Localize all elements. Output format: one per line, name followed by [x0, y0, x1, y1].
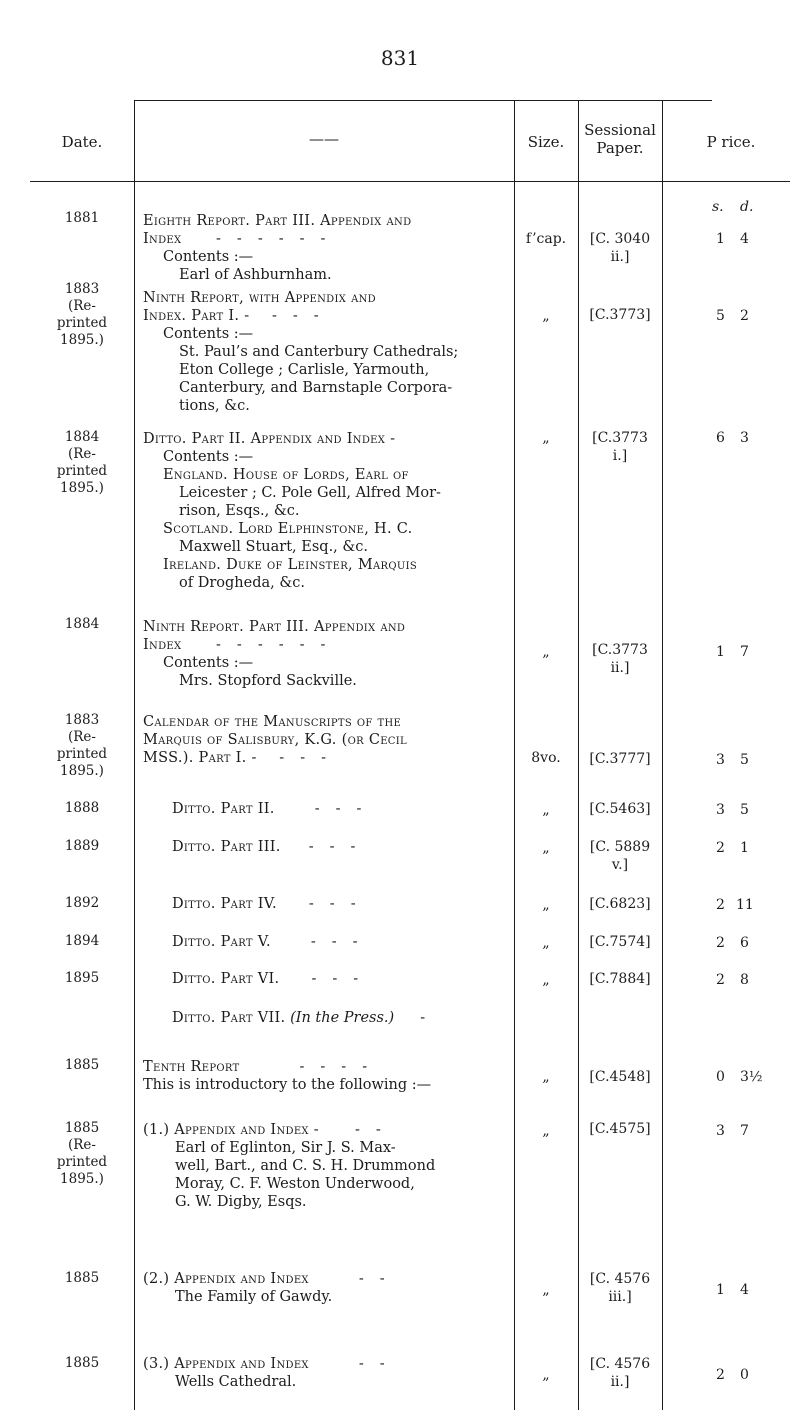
row-paper [578, 1270, 662, 1306]
paper-line: [C.4575] [589, 1121, 651, 1137]
paper-line: [C.7574] [589, 934, 651, 950]
row-paper [578, 970, 662, 988]
row-date [30, 1270, 134, 1287]
entry-title: Ditto. Part VI. [172, 971, 280, 987]
date-line: 1883 [64, 712, 100, 728]
row-description [143, 1058, 431, 1094]
row-date [30, 616, 134, 633]
date-line: 1888 [64, 800, 100, 816]
date-line: 1892 [64, 895, 100, 911]
contents-label: Contents :— [163, 326, 254, 342]
row-size: „ [542, 840, 550, 856]
entry-title: Tenth Report [143, 1059, 240, 1075]
row-price-d: 0 [740, 1367, 749, 1383]
row-price-s: 2 [716, 1367, 725, 1383]
contents-line: St. Paul’s and Canterbury Cathedrals; [179, 344, 459, 360]
contents-line: Earl of Ashburnham. [179, 267, 332, 283]
contents-line: Wells Cathedral. [175, 1374, 297, 1390]
date-line: 1895 [64, 970, 100, 986]
header-size: Size. [527, 133, 565, 151]
header-title: —— [309, 130, 339, 148]
entry-title: (1.) Appendix and Index - [143, 1122, 319, 1138]
row-price-s: 2 [716, 840, 725, 856]
paper-line: v.] [611, 857, 629, 873]
contents-line: Eton College ; Carlisle, Yarmouth, [179, 362, 430, 378]
paper-line: i.] [612, 448, 628, 464]
paper-line: [C. 5889 [589, 839, 651, 855]
leader-dashes: --- [311, 971, 375, 987]
contents-line: tions, &c. [179, 398, 250, 414]
paper-line: [C.5463] [589, 801, 651, 817]
row-price-d: 4 [740, 231, 749, 247]
contents-line: The Family of Gawdy. [175, 1289, 333, 1305]
row-date [30, 895, 134, 912]
header-top-rule [134, 100, 712, 101]
contents-line: Earl of Eglinton, Sir J. S. Max- [175, 1140, 396, 1156]
date-line: printed [56, 1154, 108, 1170]
row-size: „ [542, 644, 550, 660]
column-rule-4 [662, 100, 663, 1410]
row-description [172, 1009, 441, 1027]
contents-line: G. W. Digby, Esqs. [175, 1194, 307, 1210]
row-date [30, 1057, 134, 1074]
row-price-s: 6 [716, 430, 725, 446]
row-size: „ [542, 972, 550, 988]
leader-dashes: --- [308, 839, 372, 855]
paper-line: iii.] [608, 1289, 632, 1305]
entry-title: Ditto. Part III. [172, 839, 281, 855]
entry-title: Ditto. Part II. [172, 801, 275, 817]
row-paper [578, 1120, 662, 1138]
row-date [30, 933, 134, 950]
date-line: 1885 [64, 1270, 100, 1286]
date-line: printed [56, 315, 108, 331]
row-price-d: 2 [740, 308, 749, 324]
entry-title: Ninth Report. Part III. Appendix and [143, 619, 406, 635]
row-size: „ [542, 1123, 550, 1139]
leader-dashes: --- [314, 801, 378, 817]
paper-line: ii.] [610, 1374, 630, 1390]
paper-line: ii.] [610, 660, 630, 676]
date-line: 1894 [64, 933, 100, 949]
row-paper [578, 641, 662, 677]
row-price-d: 4 [740, 1282, 749, 1298]
row-paper [578, 800, 662, 818]
contents-line: Moray, C. F. Weston Underwood, [175, 1176, 415, 1192]
row-price-d: 7 [740, 644, 749, 660]
entry-title: Marquis of Salisbury, K.G. (or Cecil [143, 732, 407, 748]
row-description [143, 1355, 401, 1391]
contents-line: Ireland. Duke of Leinster, Marquis [163, 557, 418, 573]
row-paper [578, 750, 662, 768]
entry-title: Ditto. Part V. [172, 934, 271, 950]
paper-line: [C.3777] [589, 751, 651, 767]
date-line: 1895.) [60, 763, 104, 779]
row-paper [578, 838, 662, 874]
row-price-s: 3 [716, 802, 725, 818]
row-description [172, 800, 377, 818]
date-line: (Re- [68, 729, 96, 745]
row-size: „ [542, 935, 550, 951]
price-unit-shillings: s. [712, 199, 724, 215]
row-price-s: 3 [716, 752, 725, 768]
row-price-d: 3 [740, 430, 749, 446]
contents-line: Maxwell Stuart, Esq., &c. [179, 539, 369, 555]
date-line: 1884 [64, 616, 100, 632]
leader-dashes: ------ [216, 231, 342, 247]
date-line: 1895.) [60, 480, 104, 496]
entry-title: Ditto. Part IV. [172, 896, 277, 912]
header-paper-line-1: Sessional [584, 121, 656, 139]
contents-label: Contents :— [163, 449, 254, 465]
contents-line: rison, Esqs., &c. [179, 503, 300, 519]
price-unit-pence: d. [740, 199, 754, 215]
row-size: „ [542, 1367, 550, 1383]
paper-line: ii.] [610, 249, 630, 265]
row-paper [578, 429, 662, 465]
date-line: 1895.) [60, 332, 104, 348]
entry-index: Index. Part I. - [143, 308, 250, 324]
contents-label: Contents :— [163, 655, 254, 671]
row-paper [578, 933, 662, 951]
contents-label: Contents :— [163, 249, 254, 265]
paper-line: [C.3773 [592, 642, 648, 658]
leader-dashes: ---- [299, 1059, 384, 1075]
date-line: (Re- [68, 298, 96, 314]
date-line: 1881 [64, 210, 100, 226]
contents-line: well, Bart., and C. S. H. Drummond [175, 1158, 436, 1174]
row-paper [578, 1068, 662, 1086]
leader-dashes: --- [272, 308, 335, 324]
row-price-s: 0 [716, 1069, 725, 1085]
row-price-s: 1 [716, 1282, 725, 1298]
entry-title: Ninth Report, with Appendix and [143, 290, 376, 306]
contents-line: of Drogheda, &c. [179, 575, 305, 591]
date-line: 1885 [64, 1120, 100, 1136]
row-price-s: 1 [716, 644, 725, 660]
entry-title: (2.) Appendix and Index [143, 1271, 309, 1287]
header-date: Date. [61, 133, 103, 151]
paper-line: [C.7884] [589, 971, 651, 987]
entry-title: Calendar of the Manuscripts of the [143, 714, 402, 730]
row-size: „ [542, 1069, 550, 1085]
row-paper [578, 230, 662, 266]
contents-line: Mrs. Stopford Sackville. [179, 673, 357, 689]
row-size: 8vo. [531, 750, 561, 766]
contents-line: Leicester ; C. Pole Gell, Alfred Mor- [179, 485, 441, 501]
row-size: f’cap. [525, 231, 567, 247]
entry-title: Eighth Report. Part III. Appendix and [143, 213, 412, 229]
contents-line: Canterbury, and Barnstaple Corpora- [179, 380, 453, 396]
header-paper-line-2: Paper. [596, 139, 644, 157]
row-paper [578, 306, 662, 324]
date-line: 1885 [64, 1057, 100, 1073]
leader-dashes: ------ [216, 637, 342, 653]
entry-index: Index [143, 637, 182, 653]
row-description [172, 933, 374, 951]
row-description [143, 1121, 435, 1211]
paper-line: [C.3773] [589, 307, 651, 323]
row-description [143, 713, 407, 767]
date-line: (Re- [68, 446, 96, 462]
leader-dashes: --- [279, 750, 342, 766]
row-description [143, 1270, 401, 1306]
entry-title: Ditto. Part II. Appendix and Index - [143, 431, 396, 447]
row-price-s: 2 [716, 897, 725, 913]
header-price: P rice. [706, 133, 756, 151]
paper-line: [C. 4576 [589, 1271, 651, 1287]
row-price-s: 3 [716, 1123, 725, 1139]
row-size: „ [542, 802, 550, 818]
date-line: printed [56, 463, 108, 479]
row-price-d: 8 [740, 972, 749, 988]
row-price-d: 6 [740, 935, 749, 951]
date-line: 1885 [64, 1355, 100, 1371]
row-price-d: 5 [740, 802, 749, 818]
row-date [30, 1120, 134, 1188]
page-number: 831 [380, 46, 420, 70]
row-date [30, 429, 134, 497]
row-price-s: 2 [716, 935, 725, 951]
leader-dashes: -- [354, 1122, 397, 1138]
paper-line: [C. 3040 [589, 231, 651, 247]
row-date [30, 210, 134, 227]
date-line: (Re- [68, 1137, 96, 1153]
date-line: 1883 [64, 281, 100, 297]
row-size: „ [542, 308, 550, 324]
leader-dashes: - [420, 1010, 442, 1026]
row-date [30, 712, 134, 780]
row-size: „ [542, 430, 550, 446]
entry-title: Ditto. Part VII. [172, 1010, 286, 1026]
paper-line: [C.4548] [589, 1069, 651, 1085]
entry-title: MSS.). Part I. - [143, 750, 257, 766]
row-paper [578, 895, 662, 913]
paper-line: [C. 4576 [589, 1356, 651, 1372]
row-paper [578, 1355, 662, 1391]
date-line: printed [56, 746, 108, 762]
contents-line: England. House of Lords, Earl of [163, 467, 409, 483]
entry-title: (3.) Appendix and Index [143, 1356, 309, 1372]
row-size: „ [542, 897, 550, 913]
row-price-d: 7 [740, 1123, 749, 1139]
date-line: 1895.) [60, 1171, 104, 1187]
row-price-s: 5 [716, 308, 725, 324]
row-date [30, 281, 134, 349]
in-press-note: (In the Press.) [290, 1010, 395, 1026]
row-description [143, 618, 405, 690]
date-line: 1889 [64, 838, 100, 854]
contents-line: Scotland. Lord Elphinstone, H. C. [163, 521, 413, 537]
row-description [172, 895, 372, 913]
row-price-s: 2 [716, 972, 725, 988]
row-price-d: 11 [736, 897, 754, 913]
row-description [143, 430, 441, 592]
row-description [172, 838, 371, 856]
row-date [30, 800, 134, 817]
row-description [172, 970, 374, 988]
entry-index: Index [143, 231, 182, 247]
leader-dashes: --- [310, 934, 374, 950]
leader-dashes: -- [358, 1271, 401, 1287]
header-bottom-rule [30, 181, 790, 182]
row-description [143, 289, 458, 415]
row-price-d: 5 [740, 752, 749, 768]
row-price-d: 1 [740, 840, 749, 856]
column-rule-1 [134, 100, 135, 1410]
row-price-s: 1 [716, 231, 725, 247]
contents-line: This is introductory to the following :— [143, 1077, 432, 1093]
date-line: 1884 [64, 429, 100, 445]
row-date [30, 1355, 134, 1372]
row-date [30, 970, 134, 987]
row-price-d: 3½ [740, 1069, 763, 1085]
paper-line: [C.6823] [589, 896, 651, 912]
row-description [143, 212, 411, 284]
header-sessional-paper [578, 121, 662, 157]
row-size: „ [542, 1282, 550, 1298]
leader-dashes: -- [358, 1356, 401, 1372]
leader-dashes: --- [308, 896, 372, 912]
paper-line: [C.3773 [592, 430, 648, 446]
row-date [30, 838, 134, 855]
